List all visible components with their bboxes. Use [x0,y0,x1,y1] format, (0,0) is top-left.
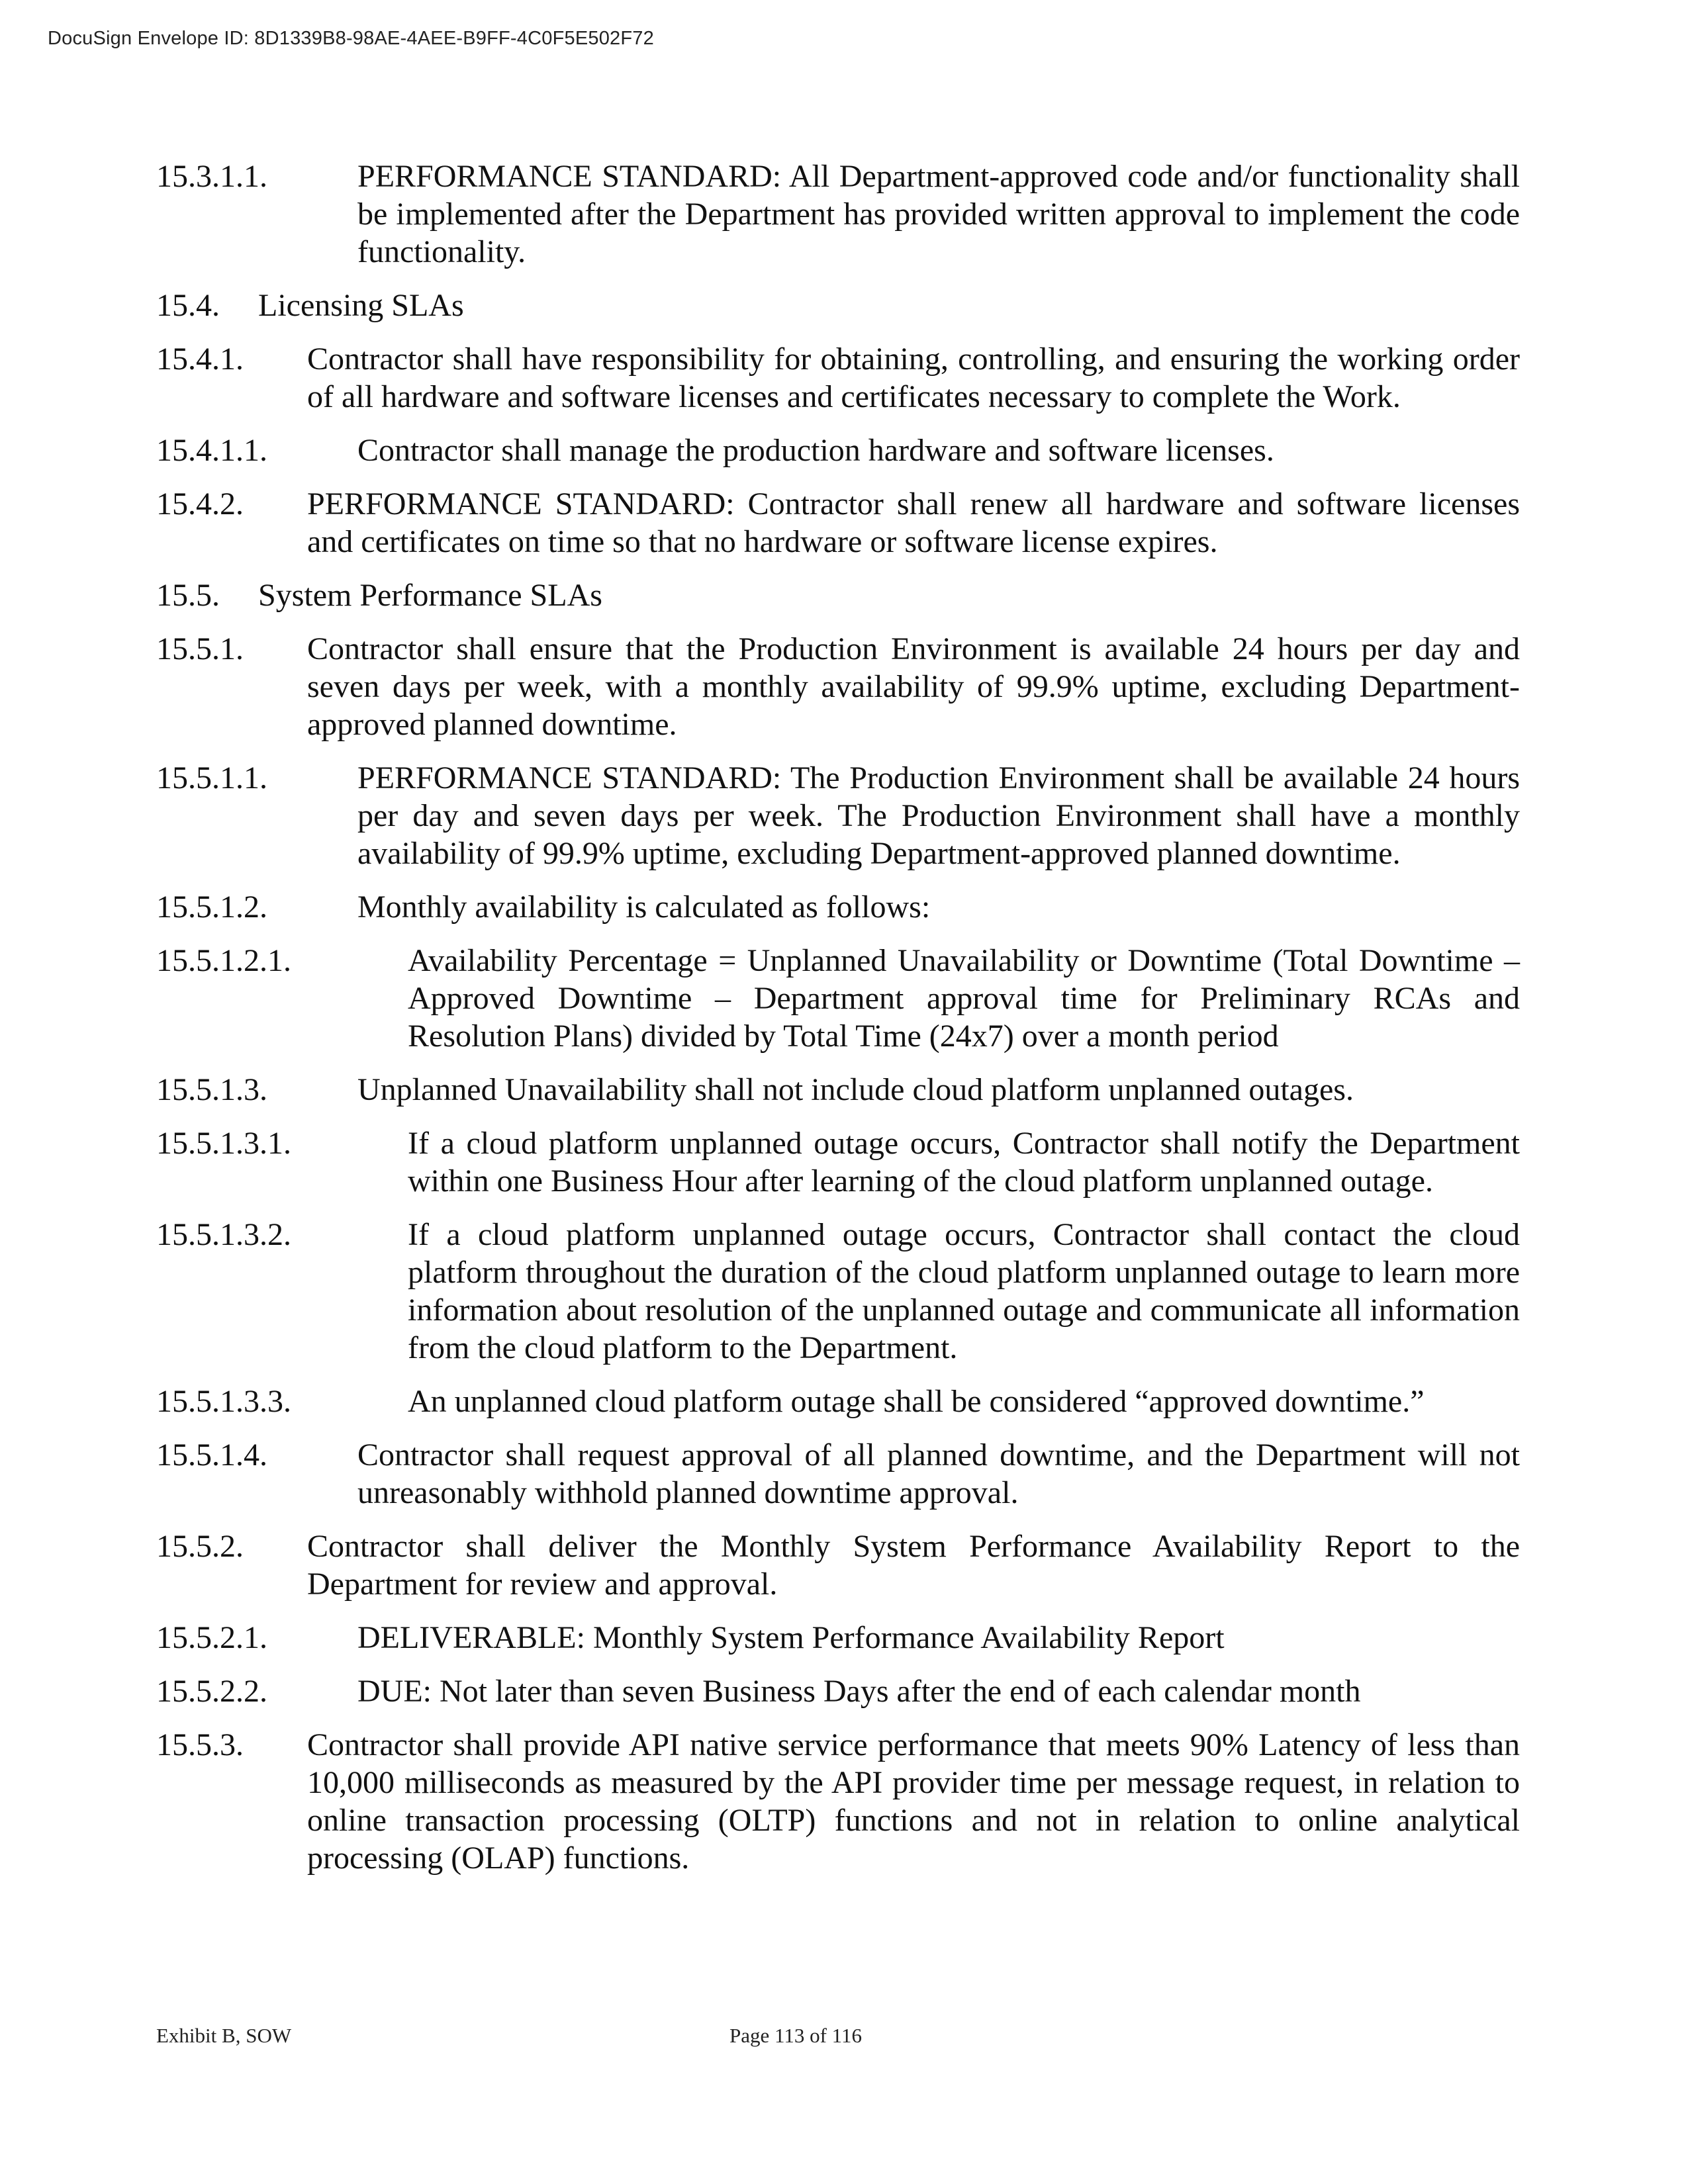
footer-exhibit-label: Exhibit B, SOW [156,2024,292,2047]
section-title: System Performance SLAs [258,578,602,613]
section-heading-15-4 [156,287,1520,324]
section-number: 15.4. [156,288,220,323]
paragraph-number: 15.4.1. [156,341,244,377]
paragraph-text: PERFORMANCE STANDARD: The Production Environment shall be available 24 hours per day and seven days per week. The Production Environment shall have a monthly availability of 99.9% uptime, excluding Department-approved planned downtime. [357,760,1520,871]
paragraph-text: PERFORMANCE STANDARD: All Department-approved code and/or functionality shall be implemented after the Department has provided written approval to implement the code functionality. [357,159,1520,269]
paragraph-text: If a cloud platform unplanned outage occurs, Contractor shall contact the cloud platform throughout the duration of the cloud platform unplanned outage to learn more information about resolution of the unplanned outage and communicate all information from the cloud platform to the Department. [408,1217,1520,1365]
paragraph-text: Contractor shall manage the production hardware and software licenses. [357,433,1274,468]
paragraph-text: Unplanned Unavailability shall not include cloud platform unplanned outages. [357,1072,1354,1107]
section-number: 15.5. [156,578,220,613]
paragraph-number: 15.5.3. [156,1727,244,1762]
paragraph-text: DELIVERABLE: Monthly System Performance Availability Report [357,1620,1225,1655]
paragraph-text: Contractor shall request approval of all planned downtime, and the Department will not unreasonably withhold planned downtime approval. [357,1437,1520,1510]
paragraph-number: 15.5.1.1. [156,760,267,796]
paragraph-number: 15.5.1.3. [156,1072,267,1107]
footer-page-number: Page 113 of 116 [729,2024,863,2047]
document-body [156,158,1520,1893]
paragraph-15-5-1-3 [156,1071,1520,1109]
paragraph-number: 15.5.2.2. [156,1674,267,1709]
paragraph-number: 15.5.1.3.1. [156,1126,291,1161]
paragraph-number: 15.5.1. [156,631,244,666]
paragraph-15-5-1 [156,630,1520,743]
paragraph-number: 15.5.1.3.2. [156,1217,291,1252]
paragraph-number: 15.5.2.1. [156,1620,267,1655]
paragraph-15-5-1-3-2 [156,1216,1520,1367]
paragraph-15-5-1-3-1 [156,1124,1520,1200]
paragraph-text: Availability Percentage = Unplanned Unavailability or Downtime (Total Downtime – Approved Downtime – Department approval time for Preliminary RCAs and Resolution Plans) divided by Total Time (24x7) over a month period [408,943,1520,1054]
paragraph-number: 15.5.1.3.3. [156,1384,291,1419]
paragraph-text: PERFORMANCE STANDARD: Contractor shall renew all hardware and software licenses and certificates on time so that no hardware or software license expires. [307,486,1520,559]
paragraph-15-5-3 [156,1726,1520,1877]
envelope-id: DocuSign Envelope ID: 8D1339B8-98AE-4AEE-B9FF-4C0F5E502F72 [48,28,654,49]
paragraph-15-5-1-4 [156,1436,1520,1512]
paragraph-number: 15.5.1.2.1. [156,943,291,978]
paragraph-15-4-2 [156,485,1520,561]
paragraph-text: Monthly availability is calculated as follows: [357,889,931,925]
paragraph-text: DUE: Not later than seven Business Days after the end of each calendar month [357,1674,1361,1709]
paragraph-15-5-2-2 [156,1672,1520,1710]
section-title: Licensing SLAs [258,288,464,323]
paragraph-number: 15.3.1.1. [156,159,267,194]
paragraph-text: Contractor shall provide API native service performance that meets 90% Latency of less than 10,000 milliseconds as measured by the API provider time per message request, in relation to online transaction processing (OLTP) functions and not in relation to online analytical processing (OLAP) functions. [307,1727,1520,1876]
paragraph-text: Contractor shall have responsibility for obtaining, controlling, and ensuring the working order of all hardware and software licenses and certificates necessary to complete the Work. [307,341,1520,414]
paragraph-15-5-1-3-3 [156,1383,1520,1420]
paragraph-number: 15.5.1.4. [156,1437,267,1473]
section-heading-15-5 [156,576,1520,614]
paragraph-number: 15.4.1.1. [156,433,267,468]
paragraph-15-4-1 [156,340,1520,416]
paragraph-15-4-1-1 [156,432,1520,469]
paragraph-number: 15.5.1.2. [156,889,267,925]
paragraph-15-5-1-1 [156,759,1520,872]
paragraph-15-5-2 [156,1527,1520,1603]
paragraph-text: Contractor shall deliver the Monthly System Performance Availability Report to the Department for review and approval. [307,1529,1520,1602]
paragraph-15-3-1-1 [156,158,1520,271]
paragraph-15-5-1-2-1 [156,942,1520,1055]
paragraph-15-5-1-2 [156,888,1520,926]
paragraph-text: An unplanned cloud platform outage shall be considered “approved downtime.” [408,1384,1425,1419]
paragraph-15-5-2-1 [156,1619,1520,1657]
paragraph-number: 15.5.2. [156,1529,244,1564]
paragraph-number: 15.4.2. [156,486,244,522]
paragraph-text: Contractor shall ensure that the Production Environment is available 24 hours per day and seven days per week, with a monthly availability of 99.9% uptime, excluding Department-approved planned downtime. [307,631,1520,742]
paragraph-text: If a cloud platform unplanned outage occurs, Contractor shall notify the Department within one Business Hour after learning of the cloud platform unplanned outage. [408,1126,1520,1199]
